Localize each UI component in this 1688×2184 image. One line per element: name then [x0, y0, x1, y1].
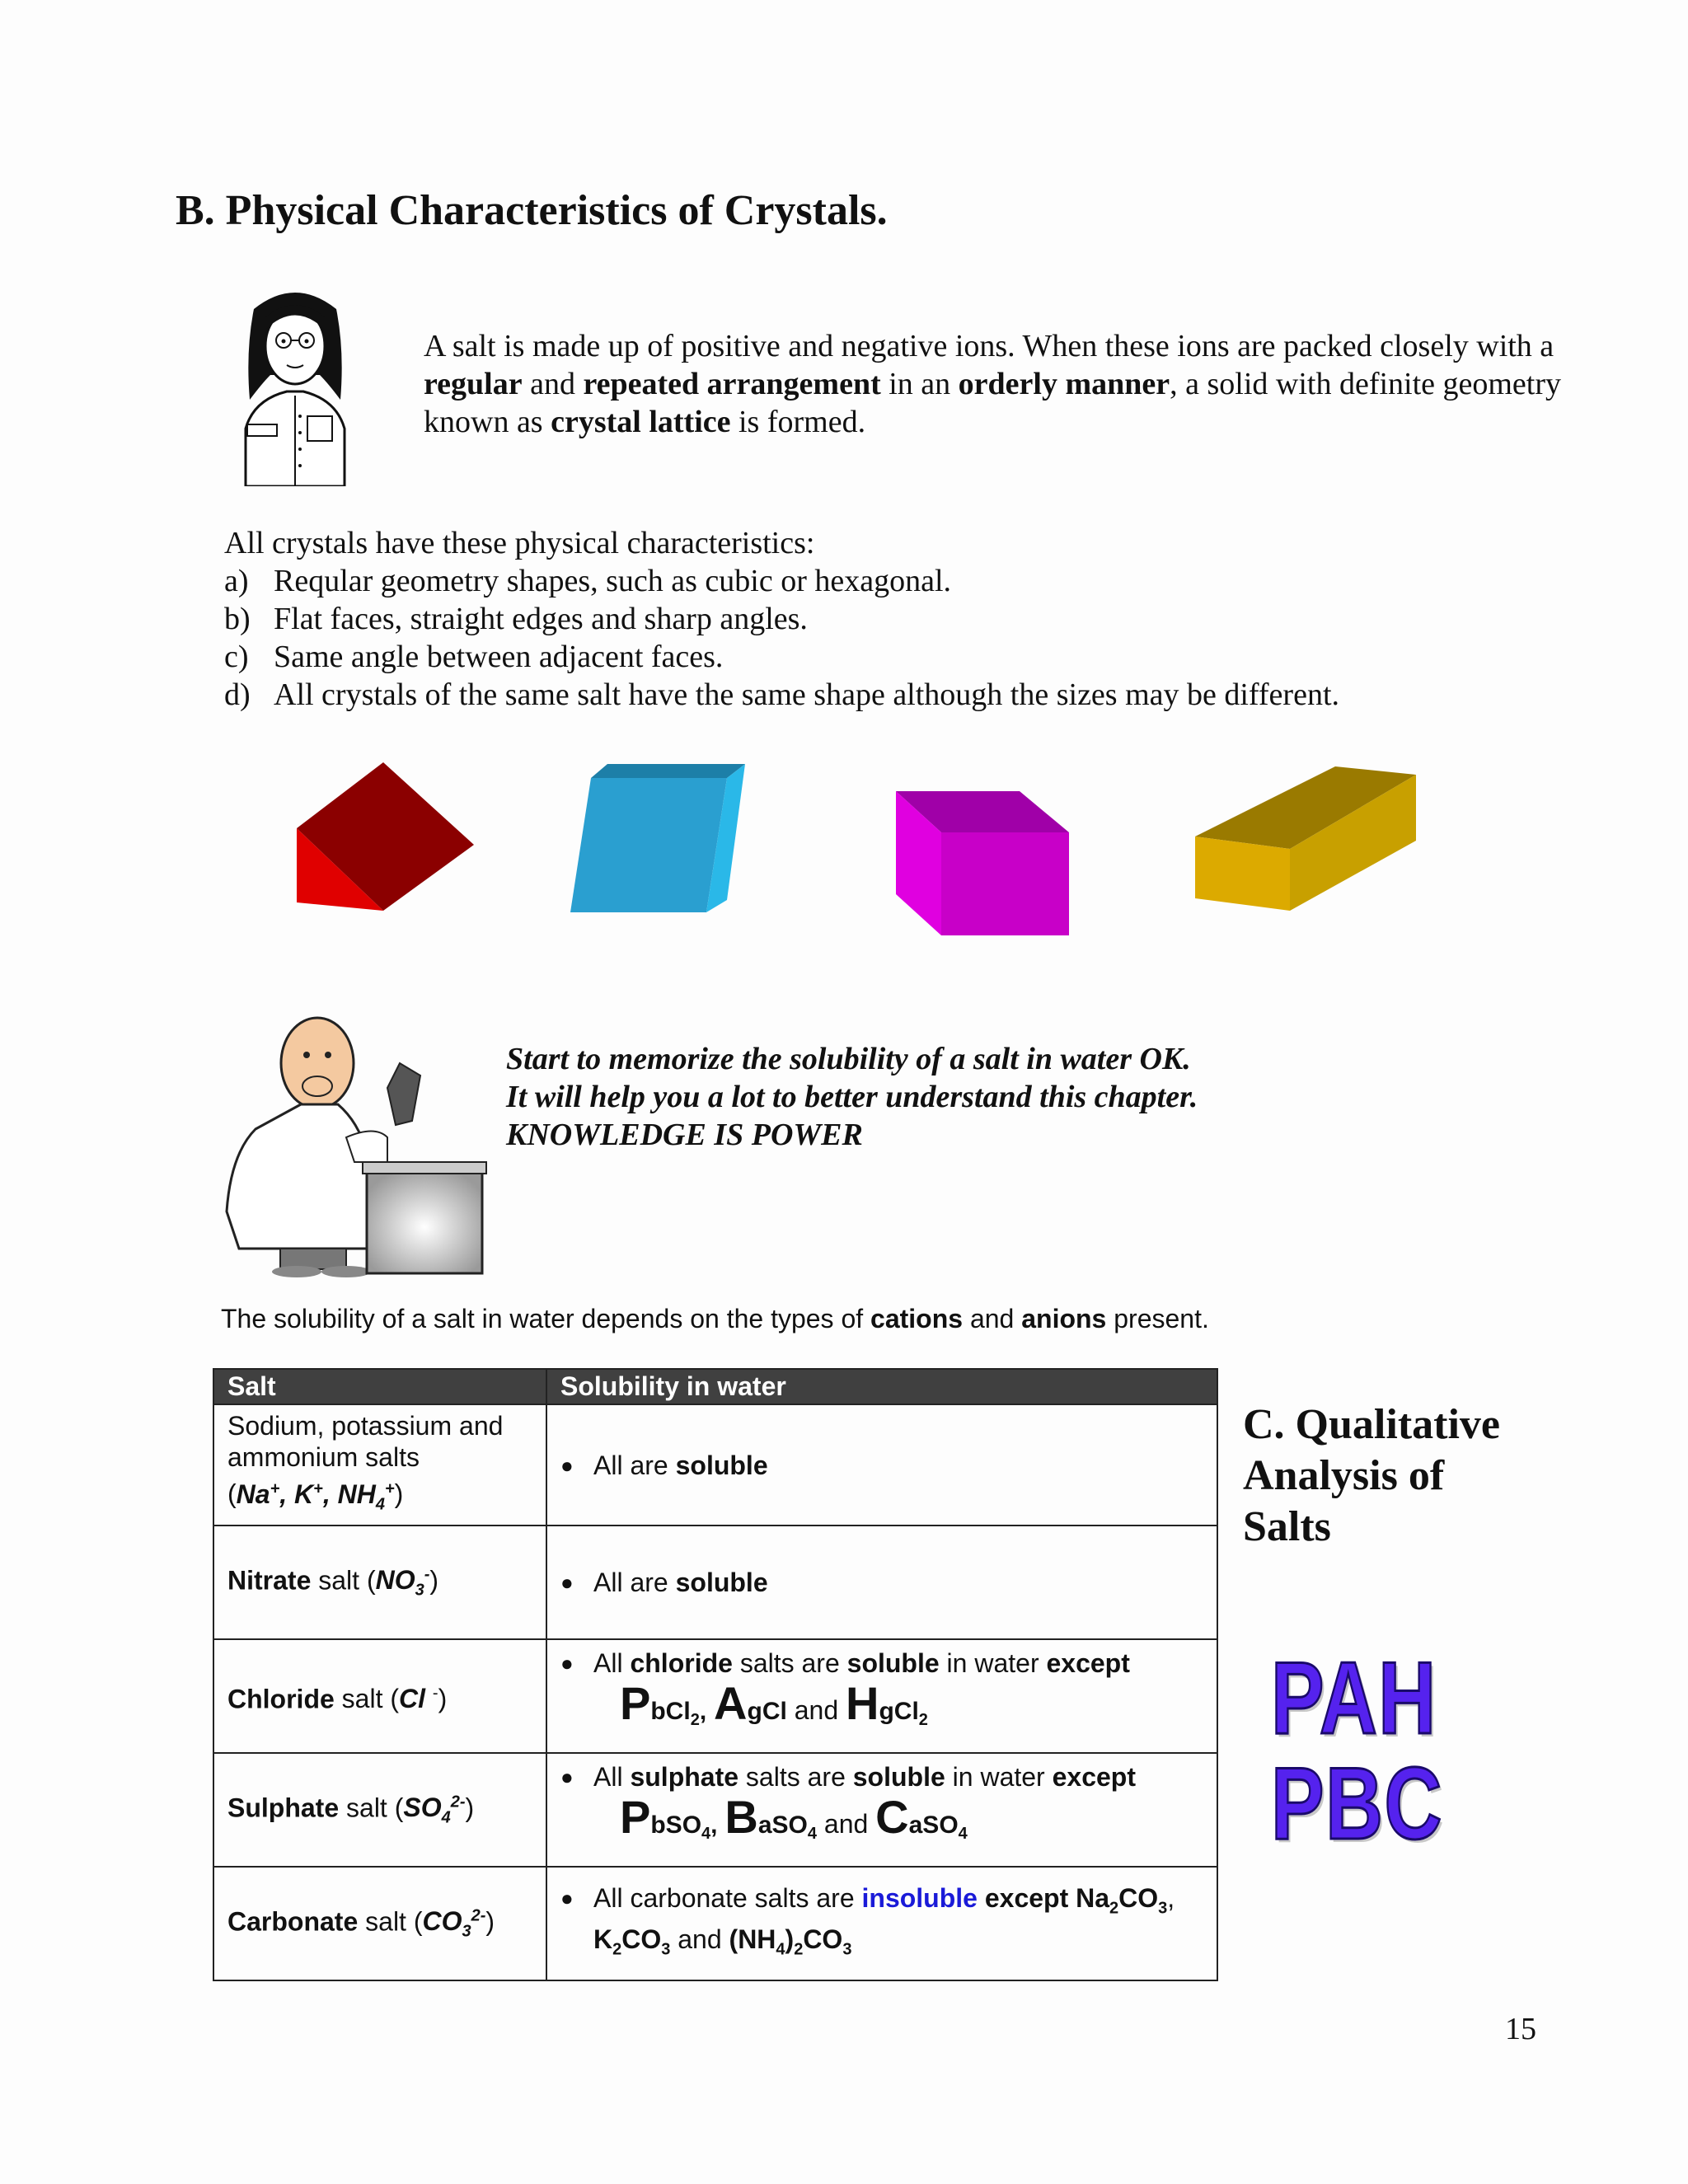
exception-formulas: PbSO$_4$, BaSO$_4$ and CaSO$_4$ — [620, 1791, 968, 1844]
list-item — [224, 600, 1543, 638]
intro-text: A salt is made up of positive and negative ions. When these ions are packed closely with a — [424, 329, 1554, 363]
list-item — [224, 638, 1543, 676]
solubility-text: All sulphate salts are soluble in water except — [593, 1762, 1136, 1793]
list-intro: All crystals have these physical characteristics: — [224, 526, 815, 560]
bullet-icon: ● — [560, 1765, 574, 1790]
salt-name: Sodium, potassium and ammonium salts — [227, 1411, 504, 1472]
table-row — [213, 1404, 1217, 1526]
intro-bold-repeated: repeated arrangement — [583, 367, 881, 401]
note-line: KNOWLEDGE IS POWER — [506, 1118, 863, 1152]
list-item — [224, 676, 1543, 714]
solubility-cell — [546, 1404, 1217, 1526]
solubility-cell — [546, 1753, 1217, 1867]
table-row — [213, 1753, 1217, 1867]
table-header-row — [213, 1369, 1217, 1404]
mnemonic-pah: PAH — [1271, 1642, 1437, 1755]
solubility-text: All carbonate salts are insoluble except $Na_2CO_3$, $K_2CO_3$ and $(NH_4)_2CO_3$ — [593, 1882, 1175, 1959]
exception-formulas: PbCl$_2$, AgCl and HgCl$_2$ — [620, 1677, 928, 1730]
table-header-salt: Salt — [213, 1369, 546, 1404]
salt-bold: Carbonate — [227, 1906, 359, 1937]
solubility-text: All are — [593, 1568, 676, 1598]
salt-formula: salt $(NO_3^-)$ — [311, 1565, 439, 1600]
magenta-crystal-shape — [892, 787, 1069, 935]
solubility-cell — [546, 1867, 1217, 1980]
intro-bold-regular: regular — [424, 367, 523, 401]
list-item — [224, 562, 1543, 600]
sentence-bold-cations: cations — [870, 1304, 964, 1333]
note-line: It will help you a lot to better understand this chapter. — [506, 1080, 1198, 1114]
table-row — [213, 1639, 1217, 1753]
section-c-title-line: Salts — [1243, 1503, 1331, 1550]
solubility-cell — [546, 1526, 1217, 1639]
intro-bold-lattice: crystal lattice — [551, 405, 731, 439]
list-text: Reqular geometry shapes, such as cubic or hexagonal. — [274, 564, 952, 598]
crystal-intro-paragraph — [424, 327, 1578, 441]
list-label: d) — [224, 677, 251, 712]
intro-text: and — [522, 367, 584, 401]
red-crystal-shape — [293, 758, 482, 915]
mnemonic-pbc: PBC — [1271, 1747, 1443, 1861]
characteristics-list — [224, 524, 1543, 714]
sentence-text: and — [963, 1304, 1022, 1333]
intro-text: , a solid with definite geometry known as — [424, 367, 1562, 439]
memorize-note — [506, 1040, 1578, 1154]
sentence-text: present. — [1106, 1304, 1209, 1333]
solubility-sentence — [221, 1304, 1209, 1334]
section-b-title: B. Physical Characteristics of Crystals. — [176, 187, 888, 234]
table-row — [213, 1526, 1217, 1639]
solubility-table — [213, 1368, 1218, 1981]
bullet-icon: ● — [560, 1651, 574, 1676]
intro-bold-orderly: orderly manner — [958, 367, 1170, 401]
bullet-icon: ● — [560, 1570, 574, 1596]
section-c-title — [1243, 1399, 1500, 1553]
list-text: Same angle between adjacent faces. — [274, 640, 724, 674]
sentence-text: The solubility of a salt in water depends on the types of — [221, 1304, 871, 1333]
note-line: Start to memorize the solubility of a salt in water OK. — [506, 1042, 1191, 1076]
section-c-title-line: Analysis of — [1243, 1452, 1445, 1499]
salt-cell — [213, 1526, 546, 1639]
gold-crystal-shape — [1191, 762, 1418, 915]
list-label: c) — [224, 640, 249, 674]
solubility-bold: soluble — [675, 1450, 768, 1480]
list-label: b) — [224, 602, 251, 636]
solubility-bold: soluble — [675, 1568, 768, 1598]
list-text: All crystals of the same salt have the same shape although the sizes may be different. — [274, 677, 1340, 712]
table-header-solubility: Solubility in water — [546, 1369, 1217, 1404]
salt-cell — [213, 1867, 546, 1980]
bullet-icon: ● — [560, 1885, 574, 1910]
page-number: 15 — [1505, 2012, 1536, 2046]
salt-formula: salt (Cl -) — [334, 1684, 448, 1714]
salt-bold: Sulphate — [227, 1793, 340, 1823]
list-label: a) — [224, 564, 249, 598]
intro-text: in an — [880, 367, 959, 401]
solubility-cell — [546, 1639, 1217, 1753]
solubility-text: All chloride salts are soluble in water except — [593, 1648, 1130, 1679]
salt-cell — [213, 1753, 546, 1867]
salt-bold: Chloride — [227, 1684, 335, 1714]
salt-cell — [213, 1639, 546, 1753]
list-text: Flat faces, straight edges and sharp angles. — [274, 602, 808, 636]
salt-formula: salt $(CO_3^{2-})$ — [358, 1906, 495, 1941]
salt-formula: salt $(SO_4^{2-})$ — [339, 1793, 475, 1827]
teacher-woman-illustration — [229, 284, 361, 486]
salt-cell — [213, 1404, 546, 1526]
solubility-text: All are — [593, 1450, 676, 1480]
scientist-microscope-illustration — [223, 1014, 495, 1277]
intro-text: is formed. — [730, 405, 866, 439]
blue-crystal-shape — [570, 760, 748, 912]
section-c-title-line: C. Qualitative — [1243, 1401, 1500, 1448]
salt-bold: Nitrate — [227, 1565, 312, 1596]
bullet-icon: ● — [560, 1452, 574, 1478]
table-row — [213, 1867, 1217, 1980]
sentence-bold-anions: anions — [1021, 1304, 1107, 1333]
salt-formula: (Na+, K+, $NH_4^+$) — [227, 1479, 404, 1514]
